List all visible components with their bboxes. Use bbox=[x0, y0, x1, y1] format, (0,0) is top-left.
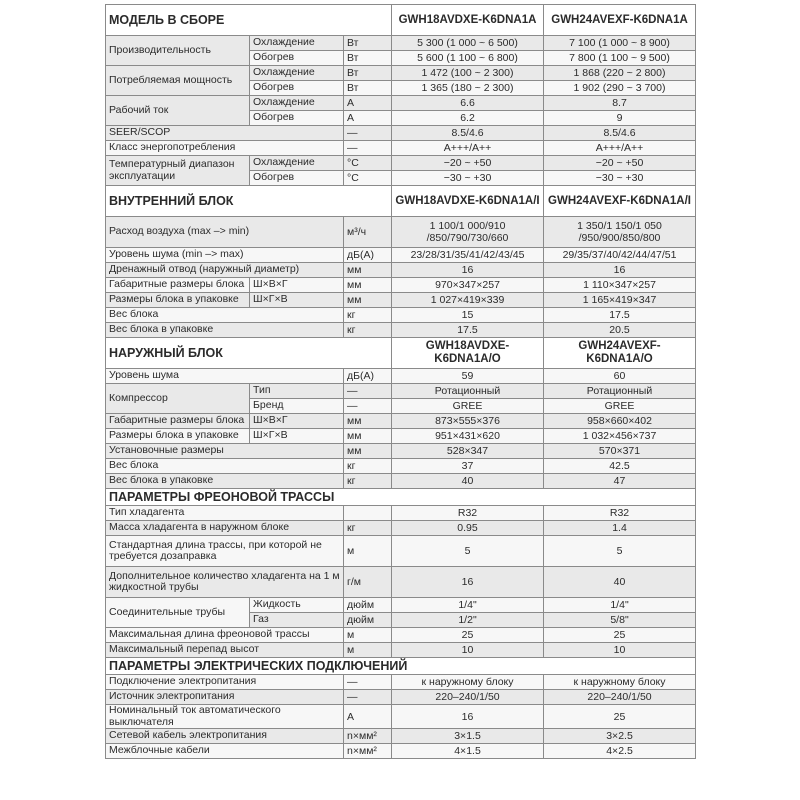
row-unit: мм bbox=[344, 429, 392, 444]
assembly-row bbox=[106, 66, 696, 81]
indoor-row bbox=[106, 323, 696, 338]
refrigerant-row bbox=[106, 506, 696, 521]
row-sublabel: Газ bbox=[250, 613, 344, 628]
row-value-model-2: 42.5 bbox=[544, 459, 696, 474]
row-value-model-2: −20 ~ +50 bbox=[544, 156, 696, 171]
electric-title: ПАРАМЕТРЫ ЭЛЕКТРИЧЕСКИХ ПОДКЛЮЧЕНИЙ bbox=[106, 658, 696, 675]
row-value-model-1: 0.95 bbox=[392, 521, 544, 536]
row-value-model-1: −20 ~ +50 bbox=[392, 156, 544, 171]
row-value-model-1: 1 027×419×339 bbox=[392, 293, 544, 308]
outdoor-header-row bbox=[106, 338, 696, 369]
row-value-model-1: 1 100/1 000/910 /850/790/730/660 bbox=[392, 217, 544, 248]
row-sublabel: Ш×Г×В bbox=[250, 429, 344, 444]
row-label: Тип хладагента bbox=[106, 506, 344, 521]
row-label: Размеры блока в упаковке bbox=[106, 293, 250, 308]
row-unit: А bbox=[344, 96, 392, 111]
row-unit: кг bbox=[344, 474, 392, 489]
row-value-model-1: 1/2" bbox=[392, 613, 544, 628]
row-value-model-2: 1 110×347×257 bbox=[544, 278, 696, 293]
row-value-model-1: 59 bbox=[392, 369, 544, 384]
assembly-row bbox=[106, 141, 696, 156]
refrigerant-row bbox=[106, 628, 696, 643]
row-sublabel: Обогрев bbox=[250, 51, 344, 66]
row-label: Производительность bbox=[106, 36, 250, 66]
row-sublabel: Охлаждение bbox=[250, 96, 344, 111]
outdoor-row bbox=[106, 474, 696, 489]
row-value-model-2: 1 868 (220 ~ 2 800) bbox=[544, 66, 696, 81]
row-value-model-2: 20.5 bbox=[544, 323, 696, 338]
row-unit: кг bbox=[344, 459, 392, 474]
indoor-title: ВНУТРЕННИЙ БЛОК bbox=[106, 186, 392, 217]
row-value-model-2: 40 bbox=[544, 567, 696, 598]
outdoor-row bbox=[106, 384, 696, 399]
row-unit: — bbox=[344, 675, 392, 690]
row-value-model-1: к наружному блоку bbox=[392, 675, 544, 690]
row-label: Рабочий ток bbox=[106, 96, 250, 126]
indoor-row bbox=[106, 278, 696, 293]
electric-row bbox=[106, 675, 696, 690]
row-label: Потребляемая мощность bbox=[106, 66, 250, 96]
row-label: Межблочные кабели bbox=[106, 744, 344, 759]
row-unit: — bbox=[344, 384, 392, 399]
row-value-model-2: 1 032×456×737 bbox=[544, 429, 696, 444]
row-value-model-1: 6.6 bbox=[392, 96, 544, 111]
assembly-title: МОДЕЛЬ В СБОРЕ bbox=[106, 5, 392, 36]
indoor-model-2: GWH24AVEXF-K6DNA1A/I bbox=[544, 186, 696, 217]
row-unit: n×мм² bbox=[344, 729, 392, 744]
row-value-model-1: 5 300 (1 000 ~ 6 500) bbox=[392, 36, 544, 51]
assembly-row bbox=[106, 156, 696, 171]
row-label: Источник электропитания bbox=[106, 690, 344, 705]
row-value-model-2: 570×371 bbox=[544, 444, 696, 459]
row-value-model-1: 4×1.5 bbox=[392, 744, 544, 759]
row-unit: м bbox=[344, 628, 392, 643]
row-unit: кг bbox=[344, 521, 392, 536]
row-value-model-1: 873×555×376 bbox=[392, 414, 544, 429]
row-unit: °C bbox=[344, 156, 392, 171]
row-unit: Вт bbox=[344, 51, 392, 66]
row-value-model-2: 7 800 (1 100 ~ 9 500) bbox=[544, 51, 696, 66]
row-value-model-2: 1 165×419×347 bbox=[544, 293, 696, 308]
row-value-model-1: 5 600 (1 100 ~ 6 800) bbox=[392, 51, 544, 66]
row-unit: мм bbox=[344, 293, 392, 308]
row-value-model-1: 17.5 bbox=[392, 323, 544, 338]
row-label: Дополнительное количество хладагента на 1 м жидкостной трубы bbox=[106, 567, 344, 598]
row-label: Компрессор bbox=[106, 384, 250, 414]
row-label: Вес блока bbox=[106, 459, 344, 474]
row-value-model-2: 17.5 bbox=[544, 308, 696, 323]
indoor-row bbox=[106, 293, 696, 308]
row-value-model-1: 40 bbox=[392, 474, 544, 489]
row-value-model-1: 528×347 bbox=[392, 444, 544, 459]
indoor-row bbox=[106, 217, 696, 248]
row-label: Подключение электропитания bbox=[106, 675, 344, 690]
row-value-model-1: 15 bbox=[392, 308, 544, 323]
electric-header-row bbox=[106, 658, 696, 675]
row-sublabel: Ш×В×Г bbox=[250, 414, 344, 429]
row-unit: Вт bbox=[344, 36, 392, 51]
row-value-model-2: к наружному блоку bbox=[544, 675, 696, 690]
outdoor-title: НАРУЖНЫЙ БЛОК bbox=[106, 338, 392, 369]
refrigerant-row bbox=[106, 643, 696, 658]
row-value-model-1: A+++/A++ bbox=[392, 141, 544, 156]
row-value-model-1: R32 bbox=[392, 506, 544, 521]
row-value-model-2: Ротационный bbox=[544, 384, 696, 399]
row-value-model-2: 7 100 (1 000 ~ 8 900) bbox=[544, 36, 696, 51]
outdoor-row bbox=[106, 459, 696, 474]
row-value-model-2: 958×660×402 bbox=[544, 414, 696, 429]
row-unit: дюйм bbox=[344, 613, 392, 628]
outdoor-model-2: GWH24AVEXF-K6DNA1A/O bbox=[544, 338, 696, 369]
outdoor-row bbox=[106, 369, 696, 384]
row-label: Установочные размеры bbox=[106, 444, 344, 459]
row-unit bbox=[344, 506, 392, 521]
row-value-model-2: 4×2.5 bbox=[544, 744, 696, 759]
row-label: Соединительные трубы bbox=[106, 598, 250, 628]
row-value-model-2: 5 bbox=[544, 536, 696, 567]
row-label: Номинальный ток автоматического выключателя bbox=[106, 705, 344, 729]
electric-row bbox=[106, 705, 696, 729]
row-value-model-2: 1 902 (290 ~ 3 700) bbox=[544, 81, 696, 96]
indoor-model-1: GWH18AVDXE-K6DNA1A/I bbox=[392, 186, 544, 217]
row-sublabel: Охлаждение bbox=[250, 66, 344, 81]
row-value-model-1: 10 bbox=[392, 643, 544, 658]
row-value-model-2: 1 350/1 150/1 050 /950/900/850/800 bbox=[544, 217, 696, 248]
row-unit: мм bbox=[344, 263, 392, 278]
row-value-model-2: 16 bbox=[544, 263, 696, 278]
electric-row bbox=[106, 729, 696, 744]
row-unit: Вт bbox=[344, 66, 392, 81]
row-unit: мм bbox=[344, 444, 392, 459]
row-unit: мм bbox=[344, 414, 392, 429]
row-unit: — bbox=[344, 399, 392, 414]
indoor-row bbox=[106, 248, 696, 263]
row-value-model-1: 951×431×620 bbox=[392, 429, 544, 444]
row-label: SEER/SCOP bbox=[106, 126, 344, 141]
row-sublabel: Жидкость bbox=[250, 598, 344, 613]
row-unit: Вт bbox=[344, 81, 392, 96]
assembly-row bbox=[106, 36, 696, 51]
row-value-model-2: −30 ~ +30 bbox=[544, 171, 696, 186]
row-label: Расход воздуха (max –> min) bbox=[106, 217, 344, 248]
row-value-model-1: 6.2 bbox=[392, 111, 544, 126]
electric-row bbox=[106, 690, 696, 705]
row-unit: n×мм² bbox=[344, 744, 392, 759]
outdoor-row bbox=[106, 429, 696, 444]
row-value-model-2: 1/4" bbox=[544, 598, 696, 613]
row-sublabel: Охлаждение bbox=[250, 36, 344, 51]
row-label: Максимальная длина фреоновой трассы bbox=[106, 628, 344, 643]
row-unit: кг bbox=[344, 308, 392, 323]
outdoor-model-1: GWH18AVDXE-K6DNA1A/O bbox=[392, 338, 544, 369]
row-label: Габаритные размеры блока bbox=[106, 414, 250, 429]
row-value-model-1: GREE bbox=[392, 399, 544, 414]
row-value-model-2: 25 bbox=[544, 705, 696, 729]
row-value-model-2: 8.5/4.6 bbox=[544, 126, 696, 141]
row-unit: °C bbox=[344, 171, 392, 186]
outdoor-row bbox=[106, 444, 696, 459]
row-label: Уровень шума bbox=[106, 369, 344, 384]
row-value-model-1: 16 bbox=[392, 705, 544, 729]
row-label: Температурный диапазон эксплуатации bbox=[106, 156, 250, 186]
row-label: Класс энергопотребления bbox=[106, 141, 344, 156]
refrigerant-row bbox=[106, 598, 696, 613]
row-value-model-2: 9 bbox=[544, 111, 696, 126]
row-value-model-2: 3×2.5 bbox=[544, 729, 696, 744]
row-unit: м³/ч bbox=[344, 217, 392, 248]
spec-table bbox=[105, 4, 696, 759]
electric-row bbox=[106, 744, 696, 759]
row-value-model-2: 8.7 bbox=[544, 96, 696, 111]
row-sublabel: Обогрев bbox=[250, 171, 344, 186]
row-value-model-1: 220–240/1/50 bbox=[392, 690, 544, 705]
indoor-header-row bbox=[106, 186, 696, 217]
row-value-model-1: 5 bbox=[392, 536, 544, 567]
row-unit: — bbox=[344, 690, 392, 705]
row-label: Дренажный отвод (наружный диаметр) bbox=[106, 263, 344, 278]
refrigerant-header-row bbox=[106, 489, 696, 506]
row-unit: дБ(А) bbox=[344, 369, 392, 384]
row-unit: м bbox=[344, 643, 392, 658]
row-label: Максимальный перепад высот bbox=[106, 643, 344, 658]
row-value-model-1: Ротационный bbox=[392, 384, 544, 399]
row-label: Сетевой кабель электропитания bbox=[106, 729, 344, 744]
row-sublabel: Охлаждение bbox=[250, 156, 344, 171]
row-unit: дюйм bbox=[344, 598, 392, 613]
row-label: Вес блока в упаковке bbox=[106, 323, 344, 338]
row-unit: — bbox=[344, 141, 392, 156]
row-value-model-1: 1 365 (180 ~ 2 300) bbox=[392, 81, 544, 96]
row-sublabel: Обогрев bbox=[250, 111, 344, 126]
row-value-model-1: 1/4" bbox=[392, 598, 544, 613]
row-sublabel: Обогрев bbox=[250, 81, 344, 96]
row-unit: м bbox=[344, 536, 392, 567]
row-unit: — bbox=[344, 126, 392, 141]
row-value-model-1: −30 ~ +30 bbox=[392, 171, 544, 186]
row-value-model-1: 16 bbox=[392, 567, 544, 598]
row-value-model-2: A+++/A++ bbox=[544, 141, 696, 156]
row-value-model-1: 23/28/31/35/41/42/43/45 bbox=[392, 248, 544, 263]
row-value-model-1: 970×347×257 bbox=[392, 278, 544, 293]
refrigerant-row bbox=[106, 567, 696, 598]
refrigerant-title: ПАРАМЕТРЫ ФРЕОНОВОЙ ТРАССЫ bbox=[106, 489, 696, 506]
outdoor-row bbox=[106, 414, 696, 429]
row-value-model-2: 10 bbox=[544, 643, 696, 658]
row-value-model-2: GREE bbox=[544, 399, 696, 414]
assembly-header-row bbox=[106, 5, 696, 36]
assembly-model-2: GWH24AVEXF-K6DNA1A bbox=[544, 5, 696, 36]
row-sublabel: Ш×Г×В bbox=[250, 293, 344, 308]
row-value-model-1: 25 bbox=[392, 628, 544, 643]
row-sublabel: Ш×В×Г bbox=[250, 278, 344, 293]
row-value-model-2: 29/35/37/40/42/44/47/51 bbox=[544, 248, 696, 263]
row-value-model-2: 47 bbox=[544, 474, 696, 489]
row-value-model-1: 16 bbox=[392, 263, 544, 278]
row-value-model-1: 37 bbox=[392, 459, 544, 474]
row-label: Масса хладагента в наружном блоке bbox=[106, 521, 344, 536]
row-value-model-2: 25 bbox=[544, 628, 696, 643]
row-unit: мм bbox=[344, 278, 392, 293]
indoor-row bbox=[106, 308, 696, 323]
row-label: Стандартная длина трассы, при которой не требуется дозаправка bbox=[106, 536, 344, 567]
refrigerant-row bbox=[106, 536, 696, 567]
refrigerant-row bbox=[106, 521, 696, 536]
row-label: Вес блока в упаковке bbox=[106, 474, 344, 489]
row-unit: А bbox=[344, 111, 392, 126]
indoor-row bbox=[106, 263, 696, 278]
row-value-model-1: 1 472 (100 ~ 2 300) bbox=[392, 66, 544, 81]
row-unit: кг bbox=[344, 323, 392, 338]
row-unit: г/м bbox=[344, 567, 392, 598]
assembly-row bbox=[106, 96, 696, 111]
row-sublabel: Тип bbox=[250, 384, 344, 399]
row-label: Уровень шума (min –> max) bbox=[106, 248, 344, 263]
row-label: Размеры блока в упаковке bbox=[106, 429, 250, 444]
row-label: Габаритные размеры блока bbox=[106, 278, 250, 293]
row-unit: дБ(А) bbox=[344, 248, 392, 263]
row-label: Вес блока bbox=[106, 308, 344, 323]
row-value-model-2: 5/8" bbox=[544, 613, 696, 628]
row-unit: А bbox=[344, 705, 392, 729]
assembly-model-1: GWH18AVDXE-K6DNA1A bbox=[392, 5, 544, 36]
row-value-model-2: R32 bbox=[544, 506, 696, 521]
row-value-model-1: 8.5/4.6 bbox=[392, 126, 544, 141]
row-sublabel: Бренд bbox=[250, 399, 344, 414]
row-value-model-2: 220–240/1/50 bbox=[544, 690, 696, 705]
assembly-row bbox=[106, 126, 696, 141]
row-value-model-2: 1.4 bbox=[544, 521, 696, 536]
row-value-model-1: 3×1.5 bbox=[392, 729, 544, 744]
row-value-model-2: 60 bbox=[544, 369, 696, 384]
